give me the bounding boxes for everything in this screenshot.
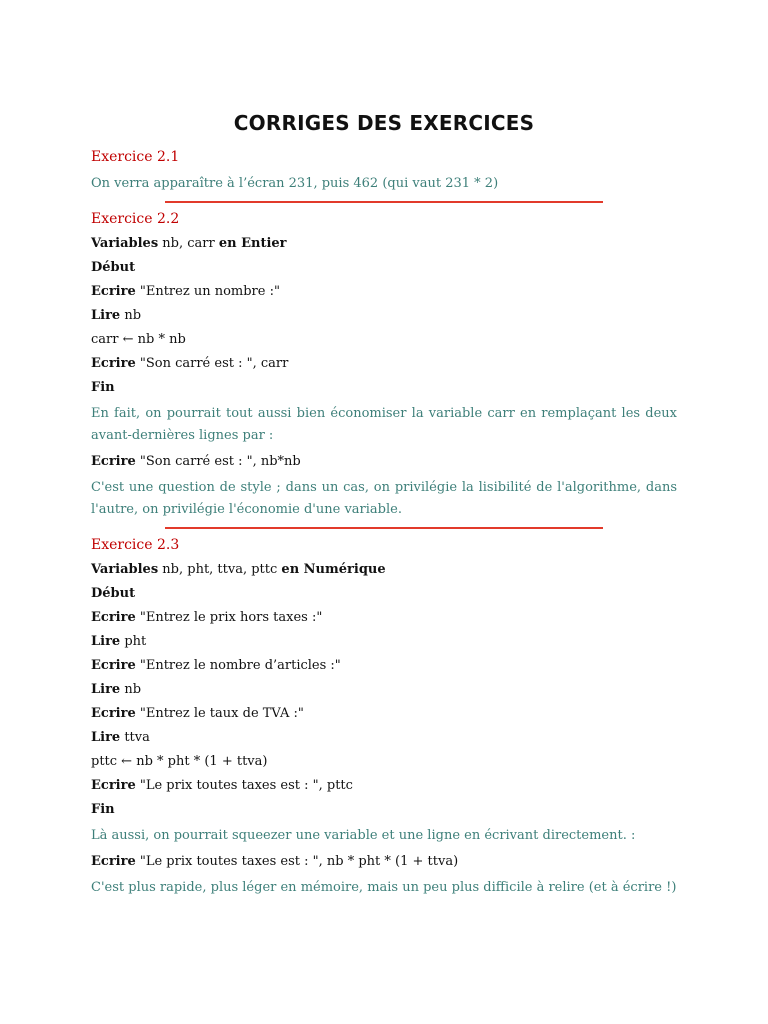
code-line — [91, 331, 677, 349]
code-line — [91, 801, 677, 819]
keyword: Fin — [91, 802, 115, 817]
exercise-2-1 — [91, 147, 677, 195]
code-text: "Son carré est : ", nb*nb — [135, 454, 301, 469]
code-line — [91, 379, 677, 397]
code-text: "Entrez un nombre :" — [135, 284, 280, 299]
keyword: Ecrire — [91, 854, 136, 869]
keyword: en Entier — [218, 236, 287, 251]
keyword: Ecrire — [91, 658, 136, 673]
code-line — [91, 307, 677, 325]
keyword: Lire — [91, 634, 121, 649]
code-line — [91, 633, 677, 651]
code-line — [91, 283, 677, 301]
code-text: "Entrez le nombre d’articles :" — [135, 658, 341, 673]
explanation-note: En fait, on pourrait tout aussi bien économiser la variable carr en remplaçant les deux avant-dernières lignes par : — [91, 406, 677, 443]
keyword: Ecrire — [91, 706, 136, 721]
explanation-note: Là aussi, on pourrait squeezer une variable et une ligne en écrivant directement. : — [91, 828, 636, 843]
code-text: "Le prix toutes taxes est : ", nb * pht * (1 + ttva) — [135, 854, 459, 869]
code-line — [91, 777, 677, 795]
code-text: ttva — [120, 730, 150, 745]
keyword: Ecrire — [91, 778, 136, 793]
keyword: Variables — [91, 236, 159, 251]
keyword: Fin — [91, 380, 115, 395]
keyword: Variables — [91, 562, 159, 577]
page-title: CORRIGES DES EXERCICES — [233, 111, 535, 135]
code-line — [91, 561, 677, 579]
code-text: "Entrez le prix hors taxes :" — [135, 610, 323, 625]
code-line — [91, 585, 677, 603]
separator-line — [165, 527, 603, 529]
explanation-note: C'est plus rapide, plus léger en mémoire, mais un peu plus difficile à relire (et à écrire !) — [91, 880, 677, 895]
code-line — [91, 355, 677, 373]
keyword: Ecrire — [91, 610, 136, 625]
code-text: pttc ← nb * pht * (1 + ttva) — [91, 754, 268, 769]
code-text: "Son carré est : ", carr — [135, 356, 289, 371]
code-line — [91, 729, 677, 747]
keyword: en Numérique — [281, 562, 386, 577]
exercise-2-3 — [91, 535, 677, 899]
code-line — [91, 753, 677, 771]
keyword: Ecrire — [91, 284, 136, 299]
code-line — [91, 853, 677, 871]
code-line — [91, 259, 677, 277]
code-line — [91, 453, 677, 471]
exercise-heading: Exercice 2.1 — [91, 149, 180, 165]
code-line — [91, 657, 677, 675]
code-text: pht — [120, 634, 147, 649]
keyword: Ecrire — [91, 356, 136, 371]
separator-line — [165, 201, 603, 203]
exercise-heading: Exercice 2.3 — [91, 537, 180, 553]
document-body — [91, 147, 677, 905]
code-text: nb, pht, ttva, pttc — [158, 562, 282, 577]
code-text: "Le prix toutes taxes est : ", pttc — [135, 778, 353, 793]
keyword: Début — [91, 586, 136, 601]
explanation-note: C'est une question de style ; dans un cas, on privilégie la lisibilité de l'algorithme, dans l'autre, on privilégie l'économie d'une variable. — [91, 480, 677, 517]
keyword: Ecrire — [91, 454, 136, 469]
keyword: Lire — [91, 308, 121, 323]
code-line — [91, 235, 677, 253]
exercise-2-2 — [91, 209, 677, 521]
keyword: Début — [91, 260, 136, 275]
code-text: "Entrez le taux de TVA :" — [135, 706, 304, 721]
keyword: Lire — [91, 682, 121, 697]
exercise-heading: Exercice 2.2 — [91, 211, 180, 227]
code-text: nb — [120, 308, 142, 323]
code-line — [91, 681, 677, 699]
code-text: nb, carr — [158, 236, 219, 251]
keyword: Lire — [91, 730, 121, 745]
code-line — [91, 609, 677, 627]
code-text: carr ← nb * nb — [91, 332, 186, 347]
explanation-note: On verra apparaître à l’écran 231, puis 462 (qui vaut 231 * 2) — [91, 176, 499, 191]
code-text: nb — [120, 682, 142, 697]
code-line — [91, 705, 677, 723]
